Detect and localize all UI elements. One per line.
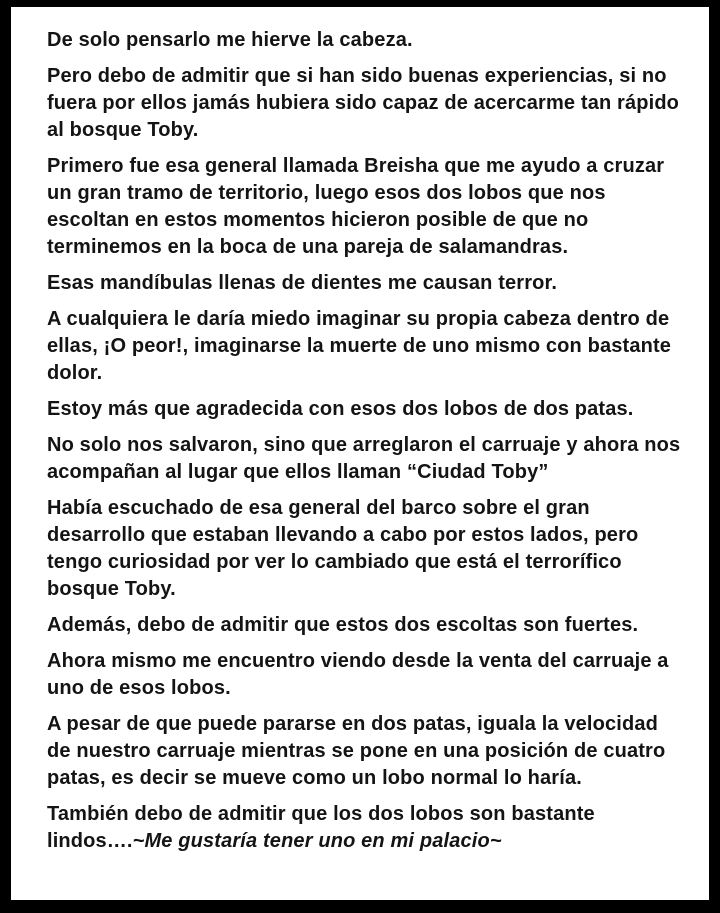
paragraph-2: Pero debo de admitir que si han sido buenas experiencias, si no fuera por ellos jamás hubiera sido capaz de acercarme tan rápido al bosque Toby. [47, 65, 680, 141]
paragraph-7: No solo nos salvaron, sino que arreglaron el carruaje y ahora nos acompañan al lugar que ellos llaman “Ciudad Toby” [47, 434, 681, 483]
text-column [47, 27, 687, 864]
paragraph-9: Además, debo de admitir que estos dos escoltas son fuertes. [47, 614, 639, 636]
paragraph-12-regular: También debo de admitir que los dos lobos son bastante lindos…. [47, 803, 595, 852]
paragraph-5: A cualquiera le daría miedo imaginar su propia cabeza dentro de ellas, ¡O peor!, imaginarse la muerte de uno mismo con bastante dolor. [47, 308, 672, 384]
paragraph-12-italic: ~Me gustaría tener uno en mi palacio~ [132, 830, 502, 852]
paragraph-1: De solo pensarlo me hierve la cabeza. [47, 29, 413, 51]
paragraph-3: Primero fue esa general llamada Breisha que me ayudo a cruzar un gran tramo de territorio, luego esos dos lobos que nos escoltan en estos momentos hicieron posible de que no terminemos en la boca de una pareja de salamandras. [47, 155, 665, 258]
paragraph-12 [47, 801, 687, 855]
document-page [8, 4, 712, 903]
paragraph-8: Había escuchado de esa general del barco sobre el gran desarrollo que estaban llevando a cabo por estos lados, pero tengo curiosidad por ver lo cambiado que está el terrorífico bosque Toby. [47, 497, 639, 600]
paragraph-4: Esas mandíbulas llenas de dientes me causan terror. [47, 272, 558, 294]
paragraph-10: Ahora mismo me encuentro viendo desde la venta del carruaje a uno de esos lobos. [47, 650, 669, 699]
paragraph-6: Estoy más que agradecida con esos dos lobos de dos patas. [47, 398, 634, 420]
paragraph-11: A pesar de que puede pararse en dos patas, iguala la velocidad de nuestro carruaje mientras se pone en una posición de cuatro patas, es decir se mueve como un lobo normal lo haría. [47, 713, 666, 789]
